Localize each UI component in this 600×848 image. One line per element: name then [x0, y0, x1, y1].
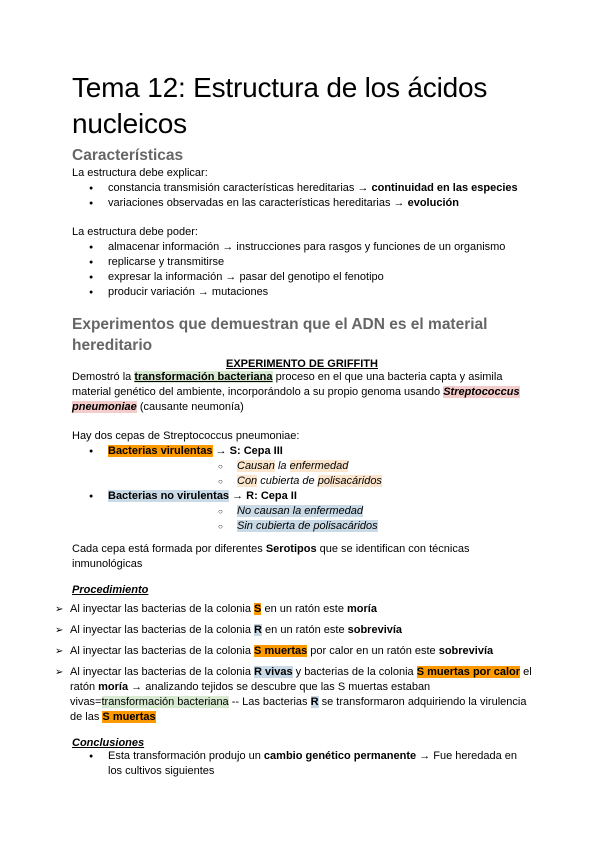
procedure-heading: Procedimiento [72, 584, 149, 596]
list-item: ● constancia transmisión características hereditarias → continuidad en las especies [88, 181, 532, 196]
griffith-title: EXPERIMENTO DE GRIFFITH [226, 358, 378, 370]
list-item: ➢ Al inyectar las bacterias de la colonia R en un ratón este sobrevivía [55, 623, 532, 638]
list-item: ● replicarse y transmitirse [88, 255, 532, 270]
conclusions-heading: Conclusiones [72, 737, 145, 749]
can-list [72, 240, 532, 300]
section-heading-experimentos: Experimentos que demuestran que el ADN es el material hereditario [72, 316, 488, 354]
list-item: ● expresar la información → pasar del genotipo el fenotipo [88, 270, 532, 285]
strain-list [72, 444, 532, 459]
griffith-intro: Demostró la transformación bacteriana proceso en el que una bacteria capta y asimila material genético del ambiente, incorporándolo a su propio genoma usando Streptococcus pneumoniae (causante neumonía) [72, 371, 520, 413]
strain-r: ● Bacterias no virulentas → R: Cepa II [88, 489, 532, 504]
procedure-list [72, 602, 532, 725]
strain-s-sublist [72, 459, 532, 489]
section-heading-caracteristicas: Características [72, 147, 184, 164]
can-intro: La estructura debe poder: [72, 226, 198, 238]
document-page [72, 70, 532, 779]
strain-s: ● Bacterias virulentas → S: Cepa III [88, 444, 532, 459]
list-item: ○ Con cubierta de polisacáridos [218, 474, 532, 489]
list-item: ● Esta transformación produjo un cambio genético permanente → Fue heredada en los cultivos siguientes [88, 749, 532, 779]
list-item: ● producir variación → mutaciones [88, 285, 532, 300]
strain-r-sublist [72, 504, 532, 534]
explain-intro: La estructura debe explicar: [72, 167, 208, 179]
list-item: ➢ Al inyectar las bacterias de la colonia S en un ratón este moría [55, 602, 532, 617]
list-item: ➢ Al inyectar las bacterias de la colonia S muertas por calor en un ratón este sobrevivía [55, 644, 532, 659]
list-item: ○ Causan la enfermedad [218, 459, 532, 474]
serotypes-paragraph: Cada cepa está formada por diferentes Serotipos que se identifican con técnicas inmunológicas [72, 543, 470, 570]
explain-list [72, 181, 532, 211]
list-item: ➢ Al inyectar las bacterias de la colonia R vivas y bacterias de la colonia S muertas por calor el ratón moría → analizando tejidos se descubre que las S muertas estaban vivas=transformación bacteriana -- Las bacterias R se transformaron adquiriendo la virulencia de las S muertas [55, 665, 532, 725]
conclusions-list [72, 749, 532, 779]
page-title: Tema 12: Estructura de los ácidos nucleicos [72, 72, 488, 139]
list-item: ○ No causan la enfermedad [218, 504, 532, 519]
list-item: ○ Sin cubierta de polisacáridos [218, 519, 532, 534]
list-item: ● variaciones observadas en las características hereditarias → evolución [88, 196, 532, 211]
strains-intro: Hay dos cepas de Streptococcus pneumoniae: [72, 430, 300, 442]
list-item: ● almacenar información → instrucciones para rasgos y funciones de un organismo [88, 240, 532, 255]
